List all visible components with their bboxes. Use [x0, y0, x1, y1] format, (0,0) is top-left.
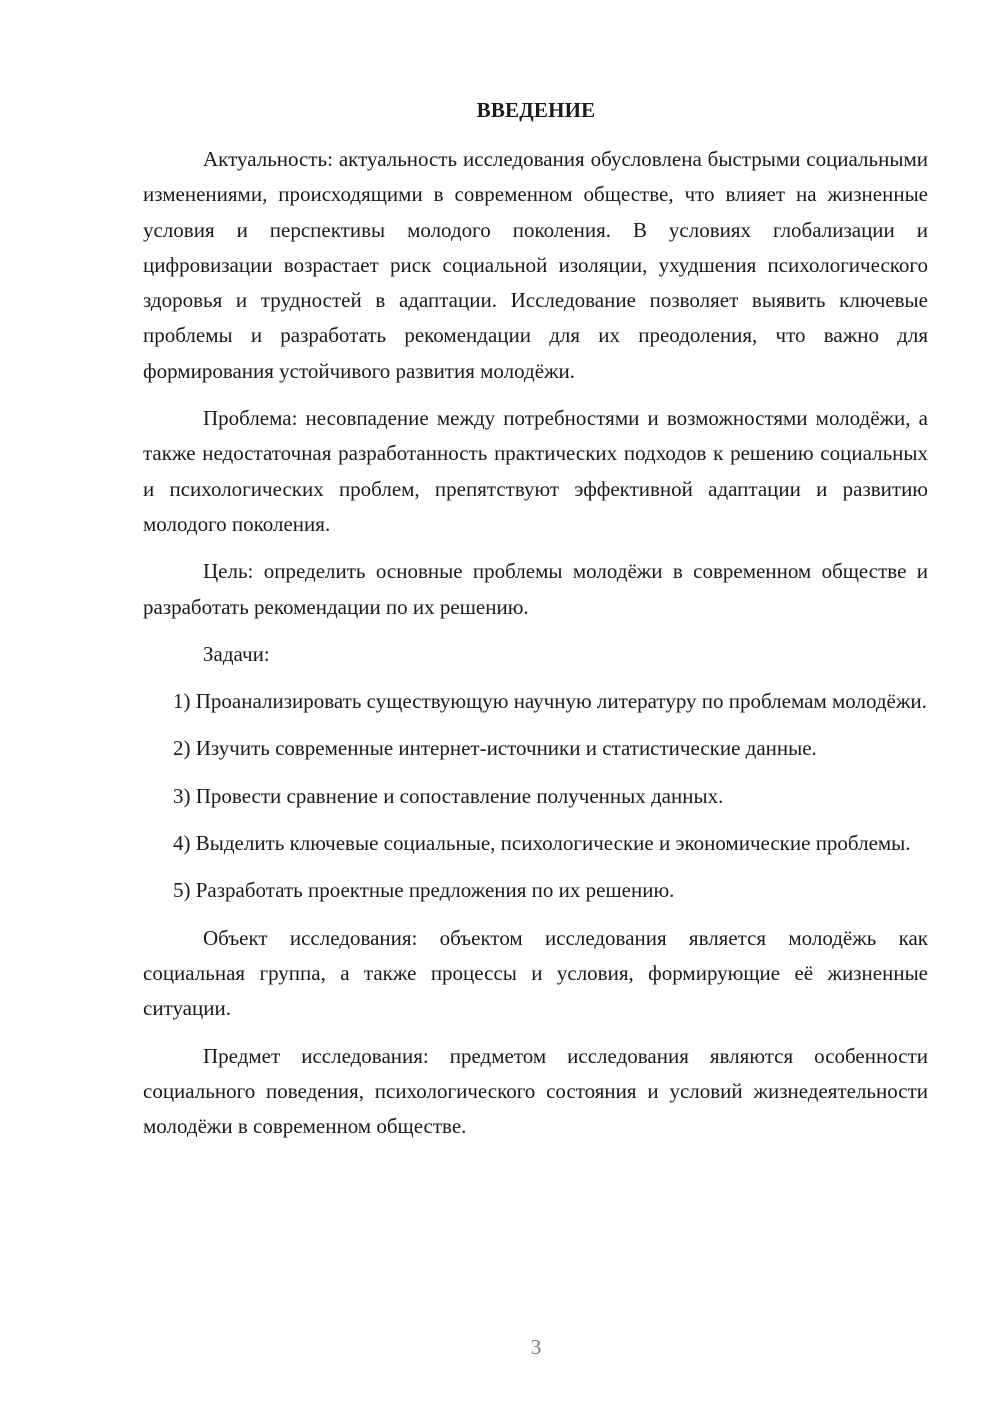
paragraph-tasks-heading: Задачи: — [203, 641, 270, 666]
paragraph-goal: Цель: определить основные проблемы молодёжи в современном обществе и разработать рекомендации по их решению. — [143, 559, 928, 619]
task-item-5: 5) Разработать проектные предложения по их решению. — [173, 878, 675, 903]
paragraph-subject: Предмет исследования: предметом исследования являются особенности социального поведения, психологического состояния и условий жизнедеятельности молодёжи в современном обществе. — [143, 1043, 928, 1139]
page-number: 3 — [530, 1335, 542, 1359]
document-body — [143, 142, 928, 1156]
task-item-4: 4) Выделить ключевые социальные, психологические и экономические проблемы. — [173, 831, 911, 856]
section-title: ВВЕДЕНИЕ — [476, 98, 596, 122]
task-item-3: 3) Провести сравнение и сопоставление полученных данных. — [173, 783, 724, 808]
paragraph-problem: Проблема: несовпадение между потребностями и возможностями молодёжи, а также недостаточная разработанность практических подходов к решению социальных и психологических проблем, препятствуют эффективной адаптации и развитию молодого поколения. — [143, 406, 928, 536]
task-item-1: 1) Проанализировать существующую научную литературу по проблемам молодёжи. — [173, 689, 927, 714]
task-item-2: 2) Изучить современные интернет-источники и статистические данные. — [173, 736, 817, 761]
paragraph-object: Объект исследования: объектом исследования является молодёжь как социальная группа, а также процессы и условия, формирующие её жизненные ситуации. — [143, 925, 928, 1021]
paragraph-relevance: Актуальность: актуальность исследования обусловлена быстрыми социальными изменениями, происходящими в современном обществе, что влияет на жизненные условия и перспективы молодого поколения. В условиях глобализации и цифровизации возрастает риск социальной изоляции, ухудшения психологического здоровья и трудностей в адаптации. Исследование позволяет выявить ключевые проблемы и разработать рекомендации для их преодоления, что важно для формирования устойчивого развития молодёжи. — [143, 147, 928, 383]
